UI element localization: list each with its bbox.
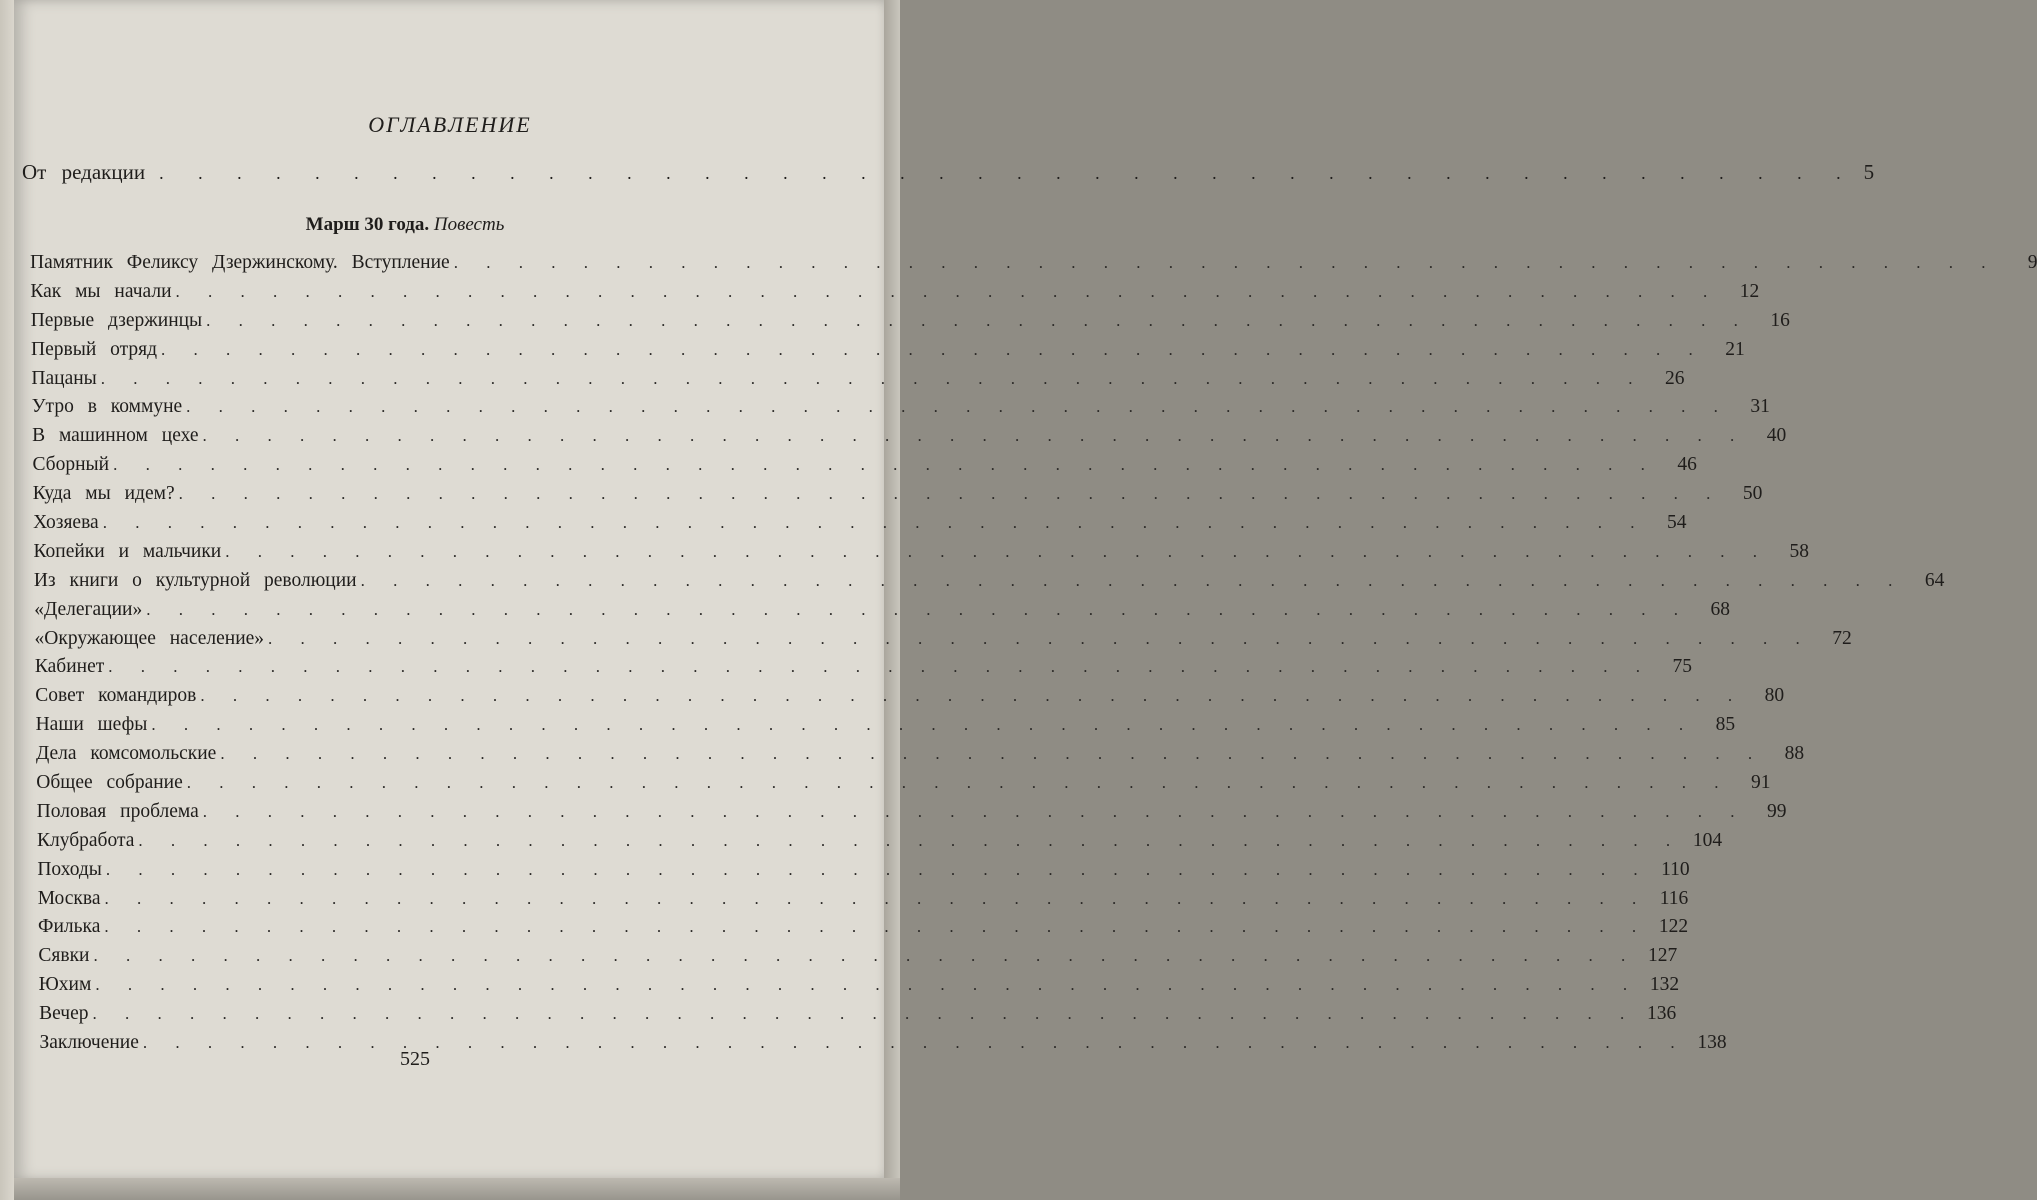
- leader-dots: . . . . . . . . . . . . . . . . . . . . . . . . . . . . . . . . . . . . . . . . . . . . . . . .: [113, 455, 1657, 475]
- entry-page: 99: [1767, 800, 1787, 822]
- toc-entry[interactable]: [38, 916, 1689, 945]
- entry-page: 58: [1789, 540, 1809, 562]
- toc-entry[interactable]: [32, 425, 1787, 454]
- entry-page: 136: [1646, 1003, 1677, 1025]
- entry-page: 75: [1672, 656, 1693, 678]
- leader-dots: . . . . . . . . . . . . . . . . . . . . . . . . . . . . . . . . . . . . . . . . . . . . . . . .: [92, 1004, 1637, 1024]
- toc-entry[interactable]: [35, 714, 1736, 743]
- toc-entry[interactable]: [36, 800, 1787, 830]
- toc-title: ОГЛАВЛЕНИЕ: [368, 112, 532, 137]
- entry-page: 138: [1697, 1032, 1727, 1054]
- entry-page: 127: [1647, 945, 1678, 967]
- entry-title: Сборный: [32, 454, 110, 476]
- toc-entry[interactable]: [30, 280, 1760, 310]
- entry-page: 5: [1863, 160, 1875, 184]
- leader-dots: . . . . . . . . . . . . . . . . . . . . . . . . . . . . . . . . . . . . . . . . . . . . . . . .: [206, 310, 1750, 330]
- entry-title: Филька: [38, 916, 101, 938]
- leader-dots: . . . . . . . . . . . . . . . . . . . . . . . . . . . . . . . . . . . . . . . . . . . . . . . .: [202, 426, 1747, 446]
- entry-title: Как мы начали: [30, 280, 172, 302]
- entry-title: Совет командиров: [35, 685, 197, 707]
- entry-title: Памятник Феликсу Дзержинскому. Вступление: [30, 252, 450, 273]
- entry-page: 50: [1742, 483, 1763, 505]
- entry-title: Кабинет: [34, 656, 105, 678]
- leader-dots: . . . . . . . . . . . . . . . . . . . . . . . . . . . . . . . . . . . . . . . . . . . . . . . .: [268, 628, 1812, 648]
- toc-entry[interactable]: [32, 454, 1697, 483]
- leader-dots: . . . . . . . . . . . . . . . . . . . . . . . . . . . . . . . . . . . . . . . . . . . . . . . .: [161, 339, 1705, 359]
- leader-dots: . . . . . . . . . . . . . . . . . . . . . . . . . . . . . . . . . . . . . . . . . . . . . . . .: [93, 946, 1638, 966]
- leader-dots: . . . . . . . . . . . . . . . . . . . . . . . . . . . . . . . . . . . . . . . . . . . . . . . .: [186, 397, 1730, 417]
- entry-page: 64: [1924, 569, 1945, 591]
- toc-entry[interactable]: [37, 858, 1690, 888]
- entry-page: 40: [1766, 425, 1787, 447]
- entry-title: Первые дзержинцы: [30, 309, 203, 331]
- toc-entry[interactable]: [33, 569, 1945, 599]
- toc-entry[interactable]: [36, 772, 1771, 801]
- leader-dots: . . . . . . . . . . . . . . . . . . . . . . . . . . . . . . . . . . . . . . . . . . . .: [159, 163, 1856, 183]
- toc-entry[interactable]: [31, 396, 1770, 425]
- entry-title: «Окружающее население»: [34, 627, 265, 649]
- entry-title: Вечер: [39, 1003, 89, 1025]
- entry-title: Заключение: [39, 1032, 139, 1054]
- entry-title: Куда мы идем?: [32, 483, 175, 505]
- entry-page: 26: [1665, 367, 1685, 389]
- entry-title: Первый отряд: [31, 338, 158, 360]
- leader-dots: . . . . . . . . . . . . . . . . . . . . . . . . . . . . . . . . . . . . . . . . . . . . . . . .: [186, 773, 1731, 793]
- front-matter-entry[interactable]: [22, 160, 1875, 192]
- entry-title: В машинном цехе: [32, 425, 199, 447]
- leader-dots: . . . . . . . . . . . . . . . . . . . . . . . . . . . . . . . . . . . . . . . . . . . . . . . .: [200, 686, 1745, 706]
- toc-entry[interactable]: [30, 252, 2037, 281]
- entry-page: 16: [1770, 309, 1790, 331]
- toc-entry[interactable]: [31, 367, 1685, 397]
- toc-entry[interactable]: [34, 598, 1730, 628]
- leader-dots: . . . . . . . . . . . . . . . . . . . . . . . . . . . . . . . . . . . . . . . . . . . . . . . .: [138, 830, 1683, 850]
- entry-page: 104: [1692, 829, 1723, 851]
- section-name: Марш 30 года.: [305, 214, 430, 235]
- toc-entry[interactable]: [33, 512, 1687, 541]
- section-subtitle: Повесть: [433, 214, 505, 235]
- toc-entry[interactable]: [30, 309, 1790, 339]
- leader-dots: . . . . . . . . . . . . . . . . . . . . . . . . . . . . . . . . . . . . . . . . . . . . . . . .: [108, 657, 1653, 677]
- toc-entry[interactable]: [39, 1003, 1677, 1032]
- leader-dots: . . . . . . . . . . . . . . . . . . . . . . . . . . . . . . . . . . . . . . . . . . . . . . . .: [104, 888, 1649, 908]
- leader-dots: . . . . . . . . . . . . . . . . . . . . . . . . . . . . . . . . . . . . . . . . . . . . . . . .: [142, 1033, 1687, 1053]
- leader-dots: . . . . . . . . . . . . . . . . . . . . . . . . . . . . . . . . . . . . . . . . . . . . . . . .: [220, 744, 1765, 764]
- entry-title: Половая проблема: [36, 800, 199, 822]
- leader-dots: . . . . . . . . . . . . . . . . . . . . . . . . . . . . . . . . . . . . . . . . . . . . . . . .: [453, 253, 1998, 272]
- entry-page: 54: [1666, 512, 1687, 534]
- section-title: [0, 214, 810, 236]
- toc-list: [30, 252, 2037, 1061]
- leader-dots: . . . . . . . . . . . . . . . . . . . . . . . . . . . . . . . . . . . . . . . . . . . . . . . .: [202, 801, 1747, 821]
- entry-title: Наши шефы: [35, 714, 148, 736]
- entry-page: 91: [1751, 772, 1771, 794]
- toc-entry[interactable]: [34, 656, 1693, 685]
- entry-page: 80: [1764, 685, 1785, 707]
- toc-entry[interactable]: [34, 627, 1852, 657]
- page-number: 525: [400, 1048, 430, 1070]
- entry-title: Хозяева: [33, 512, 99, 534]
- toc-entry[interactable]: [33, 540, 1809, 570]
- entry-title: Походы: [37, 858, 102, 880]
- leader-dots: . . . . . . . . . . . . . . . . . . . . . . . . . . . . . . . . . . . . . . . . . . . . . . . .: [175, 281, 1720, 301]
- entry-title: От редакции: [22, 160, 146, 184]
- leader-dots: . . . . . . . . . . . . . . . . . . . . . . . . . . . . . . . . . . . . . . . . . . . . . . . .: [178, 484, 1723, 504]
- toc-entry[interactable]: [38, 974, 1680, 1003]
- entry-page: 21: [1725, 338, 1745, 360]
- toc-entry[interactable]: [37, 829, 1723, 859]
- bottom-page-edge: [14, 1178, 900, 1200]
- entry-title: «Делегации»: [34, 598, 143, 620]
- toc-entry[interactable]: [37, 887, 1689, 917]
- entry-title: Пацаны: [31, 367, 97, 389]
- entry-page: 68: [1710, 598, 1730, 620]
- entry-page: 31: [1750, 396, 1770, 418]
- entry-title: Клубработа: [37, 829, 135, 851]
- entry-page: 110: [1661, 858, 1690, 880]
- entry-page: 88: [1784, 743, 1805, 765]
- leader-dots: . . . . . . . . . . . . . . . . . . . . . . . . . . . . . . . . . . . . . . . . . . . . . . . .: [100, 368, 1645, 388]
- entry-title: Дела комсомольские: [35, 743, 217, 765]
- leader-dots: . . . . . . . . . . . . . . . . . . . . . . . . . . . . . . . . . . . . . . . . . . . . . . . .: [105, 859, 1650, 879]
- entry-page: 12: [1739, 280, 1760, 302]
- entry-page: 122: [1658, 916, 1689, 938]
- toc-entry[interactable]: [31, 338, 1745, 368]
- entry-title: Утро в коммуне: [31, 396, 183, 418]
- entry-page: 9: [2027, 252, 2037, 273]
- leader-dots: . . . . . . . . . . . . . . . . . . . . . . . . . . . . . . . . . . . . . . . . . . . . . . . .: [360, 570, 1905, 590]
- leader-dots: . . . . . . . . . . . . . . . . . . . . . . . . . . . . . . . . . . . . . . . . . . . . . . . .: [146, 599, 1690, 619]
- entry-title: Юхим: [38, 974, 92, 996]
- toc-entry[interactable]: [32, 483, 1763, 512]
- toc-entry[interactable]: [38, 945, 1678, 974]
- leader-dots: . . . . . . . . . . . . . . . . . . . . . . . . . . . . . . . . . . . . . . . . . . . . . . . .: [102, 513, 1647, 533]
- entry-page: 72: [1832, 627, 1852, 649]
- entry-page: 132: [1649, 974, 1680, 996]
- entry-title: Москва: [37, 887, 101, 909]
- leader-dots: . . . . . . . . . . . . . . . . . . . . . . . . . . . . . . . . . . . . . . . . . . . . . . . .: [225, 541, 1769, 561]
- entry-title: Копейки и мальчики: [33, 540, 222, 562]
- entry-page: 85: [1715, 714, 1736, 736]
- toc-entry[interactable]: [35, 743, 1805, 772]
- entry-title: Общее собрание: [36, 772, 183, 794]
- leader-dots: . . . . . . . . . . . . . . . . . . . . . . . . . . . . . . . . . . . . . . . . . . . . . . . .: [151, 715, 1696, 735]
- leader-dots: . . . . . . . . . . . . . . . . . . . . . . . . . . . . . . . . . . . . . . . . . . . . . . . .: [104, 917, 1649, 937]
- entry-title: Из книги о культурной революции: [33, 569, 357, 591]
- entry-page: 46: [1677, 454, 1697, 476]
- entry-page: 116: [1659, 887, 1689, 909]
- leader-dots: . . . . . . . . . . . . . . . . . . . . . . . . . . . . . . . . . . . . . . . . . . . . . . . .: [95, 975, 1640, 995]
- toc-entry[interactable]: [35, 685, 1785, 714]
- entry-title: Сявки: [38, 945, 90, 967]
